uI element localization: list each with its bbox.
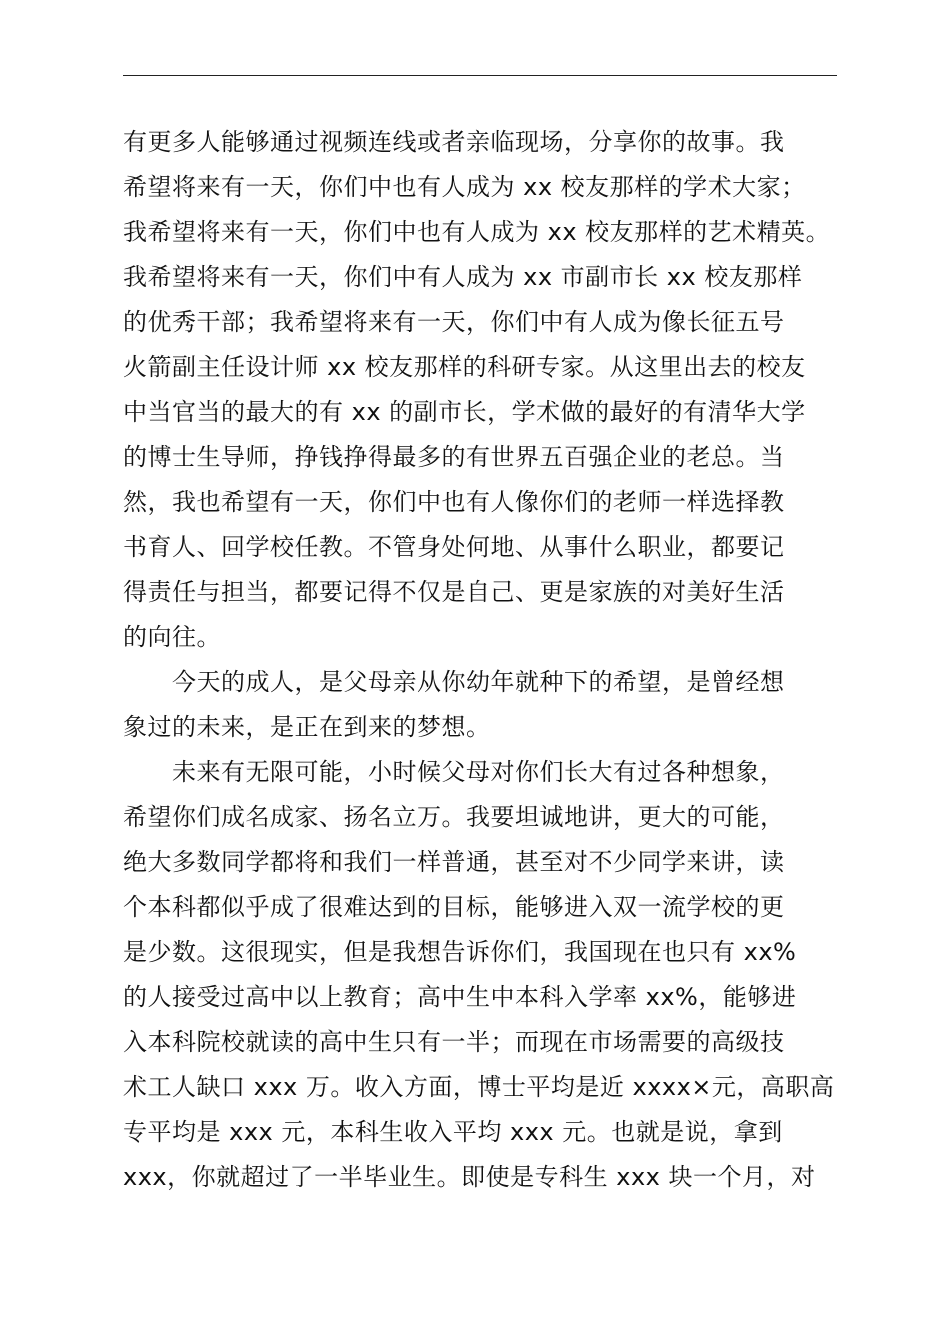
text-line: 我希望将来有一天，你们中有人成为 xx 市副市长 xx 校友那样 <box>123 263 803 291</box>
text-line: 专平均是 xxx 元，本科生收入平均 xxx 元。也就是说，拿到 <box>123 1118 783 1146</box>
text-line: 中当官当的最大的有 xx 的副市长，学术做的最好的有清华大学 <box>123 398 806 426</box>
header-rule <box>123 75 837 76</box>
text-line: 的博士生导师，挣钱挣得最多的有世界五百强企业的老总。当 <box>123 443 785 471</box>
text-line: 的优秀干部；我希望将来有一天，你们中有人成为像长征五号 <box>123 308 785 336</box>
text-line: 术工人缺口 xxx 万。收入方面，博士平均是近 xxxx×元，高职高 <box>123 1073 835 1101</box>
text-line: 火箭副主任设计师 xx 校友那样的科研专家。从这里出去的校友 <box>123 353 806 381</box>
text-line: 的向往。 <box>123 623 221 651</box>
paragraph-start-line: 今天的成人，是父母亲从你幼年就种下的希望，是曾经想 <box>172 668 785 696</box>
paragraph-start-line: 未来有无限可能，小时候父母对你们长大有过各种想象， <box>172 758 785 786</box>
text-line: 入本科院校就读的高中生只有一半；而现在市场需要的高级技 <box>123 1028 785 1056</box>
text-line: 有更多人能够通过视频连线或者亲临现场，分享你的故事。我 <box>123 128 785 156</box>
text-line: 象过的未来，是正在到来的梦想。 <box>123 713 491 741</box>
document-body <box>123 120 837 1200</box>
text-line: 得责任与担当，都要记得不仅是自己、更是家族的对美好生活 <box>123 578 785 606</box>
text-line: 然，我也希望有一天，你们中也有人像你们的老师一样选择教 <box>123 488 785 516</box>
text-line: 是少数。这很现实，但是我想告诉你们，我国现在也只有 xx% <box>123 938 797 966</box>
text-line: xxx，你就超过了一半毕业生。即使是专科生 xxx 块一个月，对 <box>123 1163 816 1191</box>
text-line: 书育人、回学校任教。不管身处何地、从事什么职业，都要记 <box>123 533 785 561</box>
text-line: 绝大多数同学都将和我们一样普通，甚至对不少同学来讲，读 <box>123 848 785 876</box>
text-line: 个本科都似乎成了很难达到的目标，能够进入双一流学校的更 <box>123 893 785 921</box>
text-line: 的人接受过高中以上教育；高中生中本科入学率 xx%，能够进 <box>123 983 797 1011</box>
text-line: 我希望将来有一天，你们中也有人成为 xx 校友那样的艺术精英。 <box>123 218 831 246</box>
text-line: 希望将来有一天，你们中也有人成为 xx 校友那样的学术大家； <box>123 173 806 201</box>
text-line: 希望你们成名成家、扬名立万。我要坦诚地讲，更大的可能， <box>123 803 785 831</box>
